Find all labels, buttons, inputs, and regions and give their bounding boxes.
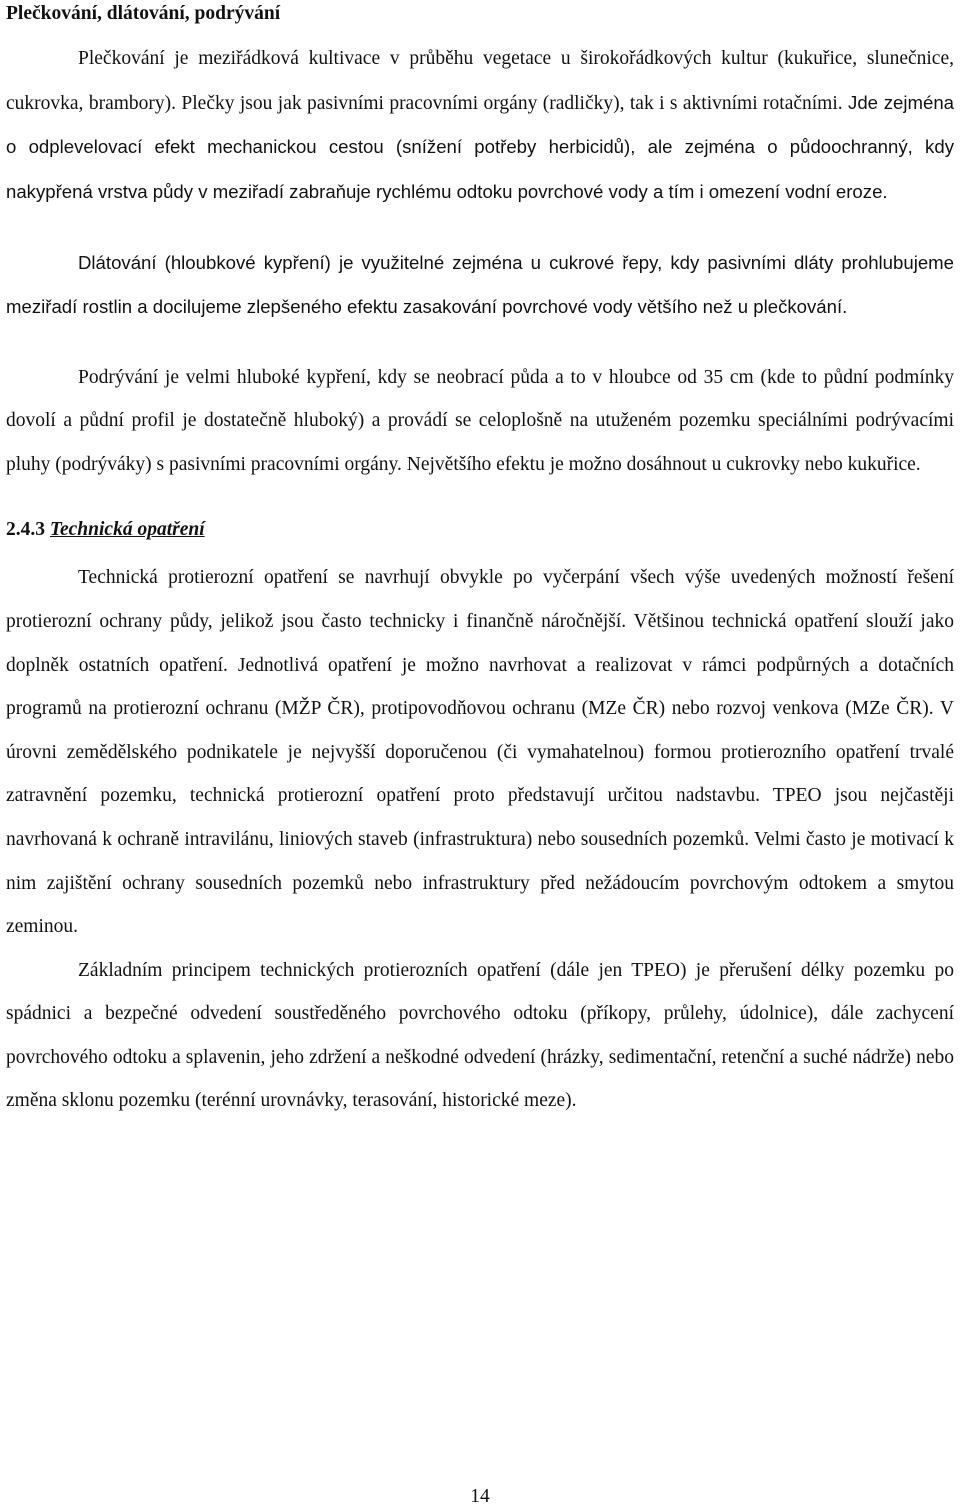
paragraph-plečkování-intro: Plečkování je meziřádková kultivace v průběhu vegetace u širokořádkových kultur (kukuřice, slunečnice, cukrovka, brambory). Plečky jsou jak pasivními pracovními orgány (radličky), tak i s aktivními rotačními. [6,48,954,114]
section-title [6,516,954,544]
paragraph-plečkování [6,37,954,214]
page-number: 14 [470,1486,490,1507]
paragraph-technicka-opatreni: Technická protierozní opatření se navrhují obvykle po vyčerpání všech výše uvedených možností řešení protierozní ochrany půdy, jelikož jsou často technicky i finančně náročnější. Většinou technická opatření slouží jako doplněk ostatních opatření. Jednotlivá opatření je možno navrhovat a realizovat v rámci podpůrných a dotačních programů na protierozní ochranu (MŽP ČR), protipovodňovou ochranu (MZe ČR) nebo rozvoj venkova (MZe ČR). V úrovni zemědělského podnikatele je nejvyšší doporučenou (či vymahatelnou) formou protierozního opatření trvalé zatravnění pozemku, technická protierozní opatření proto představují určitou nadstavbu. TPEO jsou nejčastěji navrhovaná k ochraně intravilánu, liniových staveb (infrastruktura) nebo sousedních pozemků. Velmi často je motivací k nim zajištění ochrany sousedních pozemků nebo infrastruktury před nežádoucím povrchovým odtokem a smytou zeminou. [6,567,954,938]
document-page [6,0,954,1123]
paragraph-zakladni-princip: Základním principem technických protierozních opatření (dále jen TPEO) je přerušení délky pozemku po spádnici a bezpečné odvedení soustředěného povrchového odtoku (příkopy, průlehy, údolnice), dále zachycení povrchového odtoku a splavenin, jeho zdržení a neškodné odvedení (hrázky, sedimentační, retenční a suché nádrže) nebo změna sklonu pozemku (terénní urovnávky, terasování, historické meze). [6,959,954,1112]
subsection-heading: Plečkování, dlátování, podrývání [6,3,281,24]
paragraph-dlátování: Dlátování (hloubkové kypření) je využitelné zejména u cukrové řepy, kdy pasivními dláty prohlubujeme meziřadí rostlin a docilujeme zlepšeného efektu zasakování povrchové vody většího než u plečkování. [6,252,954,317]
section-number: 2.4.3 [6,519,45,541]
paragraph-plečkování-detail: Jde zejména o odplevelovací efekt mechanickou cestou (snížení potřeby herbicidů), ale zejména o půdoochranný, kdy nakypřená vrstva půdy v meziřadí zabraňuje rychlému odtoku povrchové vody a tím i omezení vodní eroze. [6,91,954,202]
paragraph-podrývání: Podrývání je velmi hluboké kypření, kdy se neobrací půda a to v hloubce od 35 cm (kde to půdní podmínky dovolí a půdní profil je dostatečně hluboký) a provádí se celoplošně na utuženém pozemku speciálními podrývacími pluhy (podrýváky) s pasivními pracovními orgány. Největšího efektu je možno dosáhnout u cukrovky nebo kukuřice. [6,366,954,475]
section-title-text: Technická opatření [49,519,205,541]
